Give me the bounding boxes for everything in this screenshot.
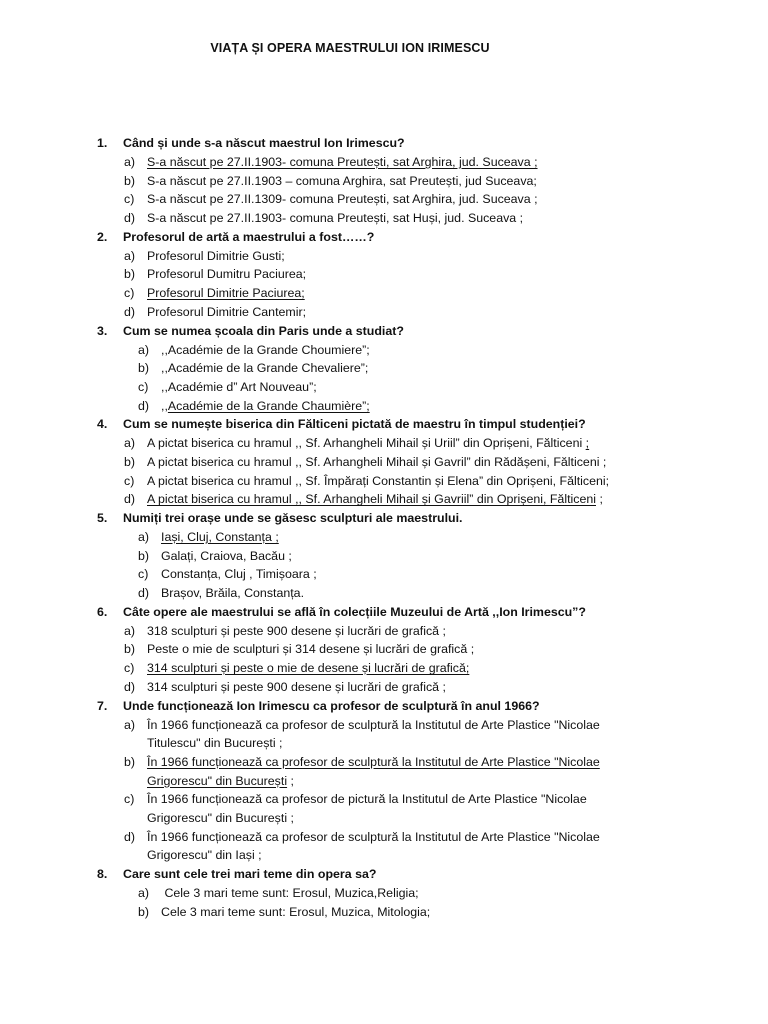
- answer-option: [0, 828, 768, 865]
- option-letter: d): [124, 679, 136, 694]
- answer-option: [0, 640, 768, 659]
- option-text: 318 sculpturi și peste 900 desene și lucrări de grafică ;: [147, 623, 446, 638]
- option-letter: c): [124, 286, 135, 301]
- question-text: Cum se numea școala din Paris unde a studiat?: [123, 323, 404, 338]
- answer-option: [0, 453, 768, 472]
- question-1: [0, 134, 768, 153]
- option-text: S-a născut pe 27.II.1309- comuna Preutești, sat Arghira, jud. Suceava ;: [147, 192, 538, 207]
- answer-option: [0, 884, 768, 903]
- option-letter: a): [124, 155, 136, 169]
- option-text-underlined: A pictat biserica cu hramul ,, Sf. Arhangheli Mihail și Gavriil” din Oprișeni, Fălticeni: [147, 492, 596, 507]
- option-text: 314 sculpturi și peste 900 desene și lucrări de grafică ;: [147, 679, 446, 694]
- option-text: Profesorul Dumitru Paciurea;: [147, 267, 307, 282]
- option-letter: d): [138, 398, 150, 413]
- option-line-2: Grigorescu" din Iași ;: [147, 848, 262, 863]
- option-text-correct: Iași, Cluj, Constanța ;: [161, 530, 279, 544]
- question-6: [0, 603, 768, 622]
- answer-option: [0, 547, 768, 566]
- document-title: VIAȚA ȘI OPERA MAESTRULUI ION IRIMESCU: [210, 41, 490, 55]
- question-number: 7.: [97, 698, 108, 713]
- question-number: 3.: [97, 323, 108, 338]
- answer-option: [0, 284, 768, 303]
- option-letter: a): [138, 530, 150, 544]
- option-text-main: A pictat biserica cu hramul ,, Sf. Arhangheli Mihail și Uriil” din Oprișeni, Fălticeni: [147, 436, 586, 451]
- option-text-correct: [147, 753, 600, 790]
- question-7: [0, 697, 768, 716]
- option-text: Brașov, Brăila, Constanța.: [161, 586, 305, 601]
- option-text: A pictat biserica cu hramul ,, Sf. Împărați Constantin și Elena” din Oprișeni, Fălticeni;: [147, 473, 610, 488]
- answer-option: [0, 584, 768, 603]
- option-line-2-tail: ;: [287, 773, 294, 788]
- option-letter: c): [124, 192, 135, 207]
- option-letter: c): [124, 792, 135, 807]
- option-letter: a): [124, 623, 136, 638]
- option-letter: a): [138, 342, 150, 357]
- question-number: 1.: [97, 136, 108, 150]
- option-text: ,,Académie de la Grande Chevaliere”;: [161, 361, 369, 376]
- answer-option: [0, 190, 768, 209]
- answer-option: [0, 434, 768, 453]
- option-line-1: În 1966 funcționează ca profesor de pictură la Institutul de Arte Plastice "Nicolae: [147, 792, 587, 807]
- answer-option: [0, 565, 768, 584]
- question-text: Câte opere ale maestrului se află în colecțiile Muzeului de Artă ,,Ion Irimescu”?: [123, 604, 586, 619]
- question-8: [0, 865, 768, 884]
- option-text: Constanța, Cluj , Timișoara ;: [161, 567, 317, 582]
- answer-option: [0, 622, 768, 641]
- option-letter: b): [124, 642, 136, 657]
- answer-option: [0, 397, 768, 416]
- answer-option: [0, 172, 768, 191]
- option-letter: b): [124, 754, 136, 769]
- option-text: Galați, Craiova, Bacău ;: [161, 548, 292, 563]
- option-letter: d): [138, 586, 150, 601]
- option-text: S-a născut pe 27.II.1903- comuna Preutești, sat Huși, jud. Suceava ;: [147, 211, 524, 226]
- option-letter: a): [124, 248, 136, 263]
- answer-option: [0, 209, 768, 228]
- option-text: Cele 3 mari teme sunt: Erosul, Muzica, Mitologia;: [161, 904, 431, 919]
- answer-option: [0, 303, 768, 322]
- question-number: 2.: [97, 229, 108, 244]
- option-text: S-a născut pe 27.II.1903 – comuna Arghira, sat Preutești, jud Suceava;: [147, 173, 537, 188]
- option-text: [147, 716, 600, 753]
- option-letter: b): [138, 361, 150, 376]
- option-letter: d): [124, 492, 136, 507]
- question-number: 4.: [97, 417, 108, 432]
- question-text: Care sunt cele trei mari teme din opera sa?: [123, 867, 377, 882]
- answer-option: [0, 472, 768, 491]
- option-text-correct: Profesorul Dimitrie Paciurea;: [147, 286, 305, 301]
- option-letter: a): [138, 886, 150, 901]
- answer-option: [0, 528, 768, 547]
- option-letter: c): [124, 473, 135, 488]
- option-letter: b): [124, 267, 136, 282]
- answer-option: [0, 659, 768, 678]
- question-3: [0, 322, 768, 341]
- answer-option: [0, 153, 768, 172]
- question-2: [0, 228, 768, 247]
- option-line-1: În 1966 funcționează ca profesor de sculptură la Institutul de Arte Plastice "Nicolae: [147, 829, 600, 844]
- question-text: Unde funcționează Ion Irimescu ca profesor de sculptură în anul 1966?: [123, 698, 540, 713]
- option-text: Cele 3 mari teme sunt: Erosul, Muzica,Religia;: [161, 886, 419, 901]
- option-letter: d): [124, 829, 136, 844]
- answer-option: [0, 341, 768, 360]
- answer-option: [0, 247, 768, 266]
- question-number: 8.: [97, 867, 108, 882]
- answer-option: [0, 490, 768, 509]
- option-text: ,,Académie d” Art Nouveau”;: [161, 379, 317, 394]
- option-letter: a): [124, 436, 136, 451]
- answer-option: [0, 359, 768, 378]
- question-list: [0, 134, 768, 921]
- option-letter: b): [138, 904, 150, 919]
- option-letter: b): [124, 173, 136, 188]
- answer-option: [0, 903, 768, 922]
- option-text-correct: [161, 397, 370, 416]
- option-text: [147, 434, 589, 453]
- option-text-tail: ;: [596, 492, 603, 507]
- option-text: Profesorul Dimitrie Cantemir;: [147, 304, 307, 319]
- question-text: Când și unde s-a născut maestrul Ion Irimescu?: [123, 136, 405, 150]
- answer-option: [0, 265, 768, 284]
- question-number: 5.: [97, 511, 108, 525]
- option-letter: c): [138, 379, 149, 394]
- option-text-correct: [147, 490, 603, 509]
- option-line-2: Grigorescu" din București ;: [147, 810, 294, 825]
- option-letter: c): [124, 661, 135, 676]
- option-letter: a): [124, 717, 136, 732]
- question-text: Numiți trei orașe unde se găsesc sculpturi ale maestrului.: [123, 511, 463, 525]
- option-line-2: Grigorescu" din București: [147, 773, 288, 788]
- question-text: Cum se numește biserica din Fălticeni pictată de maestru în timpul studenției?: [123, 417, 586, 432]
- option-text-correct: 314 sculpturi și peste o mie de desene și lucrări de grafică;: [147, 661, 470, 676]
- answer-option: [0, 716, 768, 753]
- option-text: Profesorul Dimitrie Gusti;: [147, 248, 285, 263]
- option-text: A pictat biserica cu hramul ,, Sf. Arhangheli Mihail și Gavril” din Rădășeni, Fălticeni ;: [147, 454, 607, 469]
- option-letter: b): [138, 548, 150, 563]
- option-text: [147, 790, 587, 827]
- option-text-underlined-tail: ;: [585, 436, 590, 451]
- option-text: Peste o mie de sculpturi și 314 desene și lucrări de grafică ;: [147, 642, 475, 657]
- answer-option: [0, 790, 768, 827]
- option-text-underlined: Académie de la Grande Chaumière”;: [167, 398, 370, 413]
- option-line-1: În 1966 funcționează ca profesor de sculptură la Institutul de Arte Plastice "Nicolae: [147, 717, 600, 732]
- answer-option: [0, 753, 768, 790]
- option-text: [147, 828, 600, 865]
- option-letter: d): [124, 304, 136, 319]
- option-text-correct: S-a născut pe 27.II.1903- comuna Preutești, sat Arghira, jud. Suceava ;: [147, 155, 538, 169]
- option-letter: d): [124, 211, 136, 226]
- answer-option: [0, 678, 768, 697]
- option-text-prefix: ,,: [161, 398, 168, 413]
- option-letter: b): [124, 454, 136, 469]
- option-line-1: În 1966 funcționează ca profesor de sculptură la Institutul de Arte Plastice "Nicolae: [147, 754, 600, 769]
- answer-option: [0, 378, 768, 397]
- question-5: [0, 509, 768, 528]
- option-letter: c): [138, 567, 149, 582]
- question-4: [0, 415, 768, 434]
- option-line-2: Titulescu" din București ;: [147, 736, 283, 751]
- option-text: ,,Académie de la Grande Choumiere”;: [161, 342, 370, 357]
- question-text: Profesorul de artă a maestrului a fost……?: [123, 229, 375, 244]
- question-number: 6.: [97, 604, 108, 619]
